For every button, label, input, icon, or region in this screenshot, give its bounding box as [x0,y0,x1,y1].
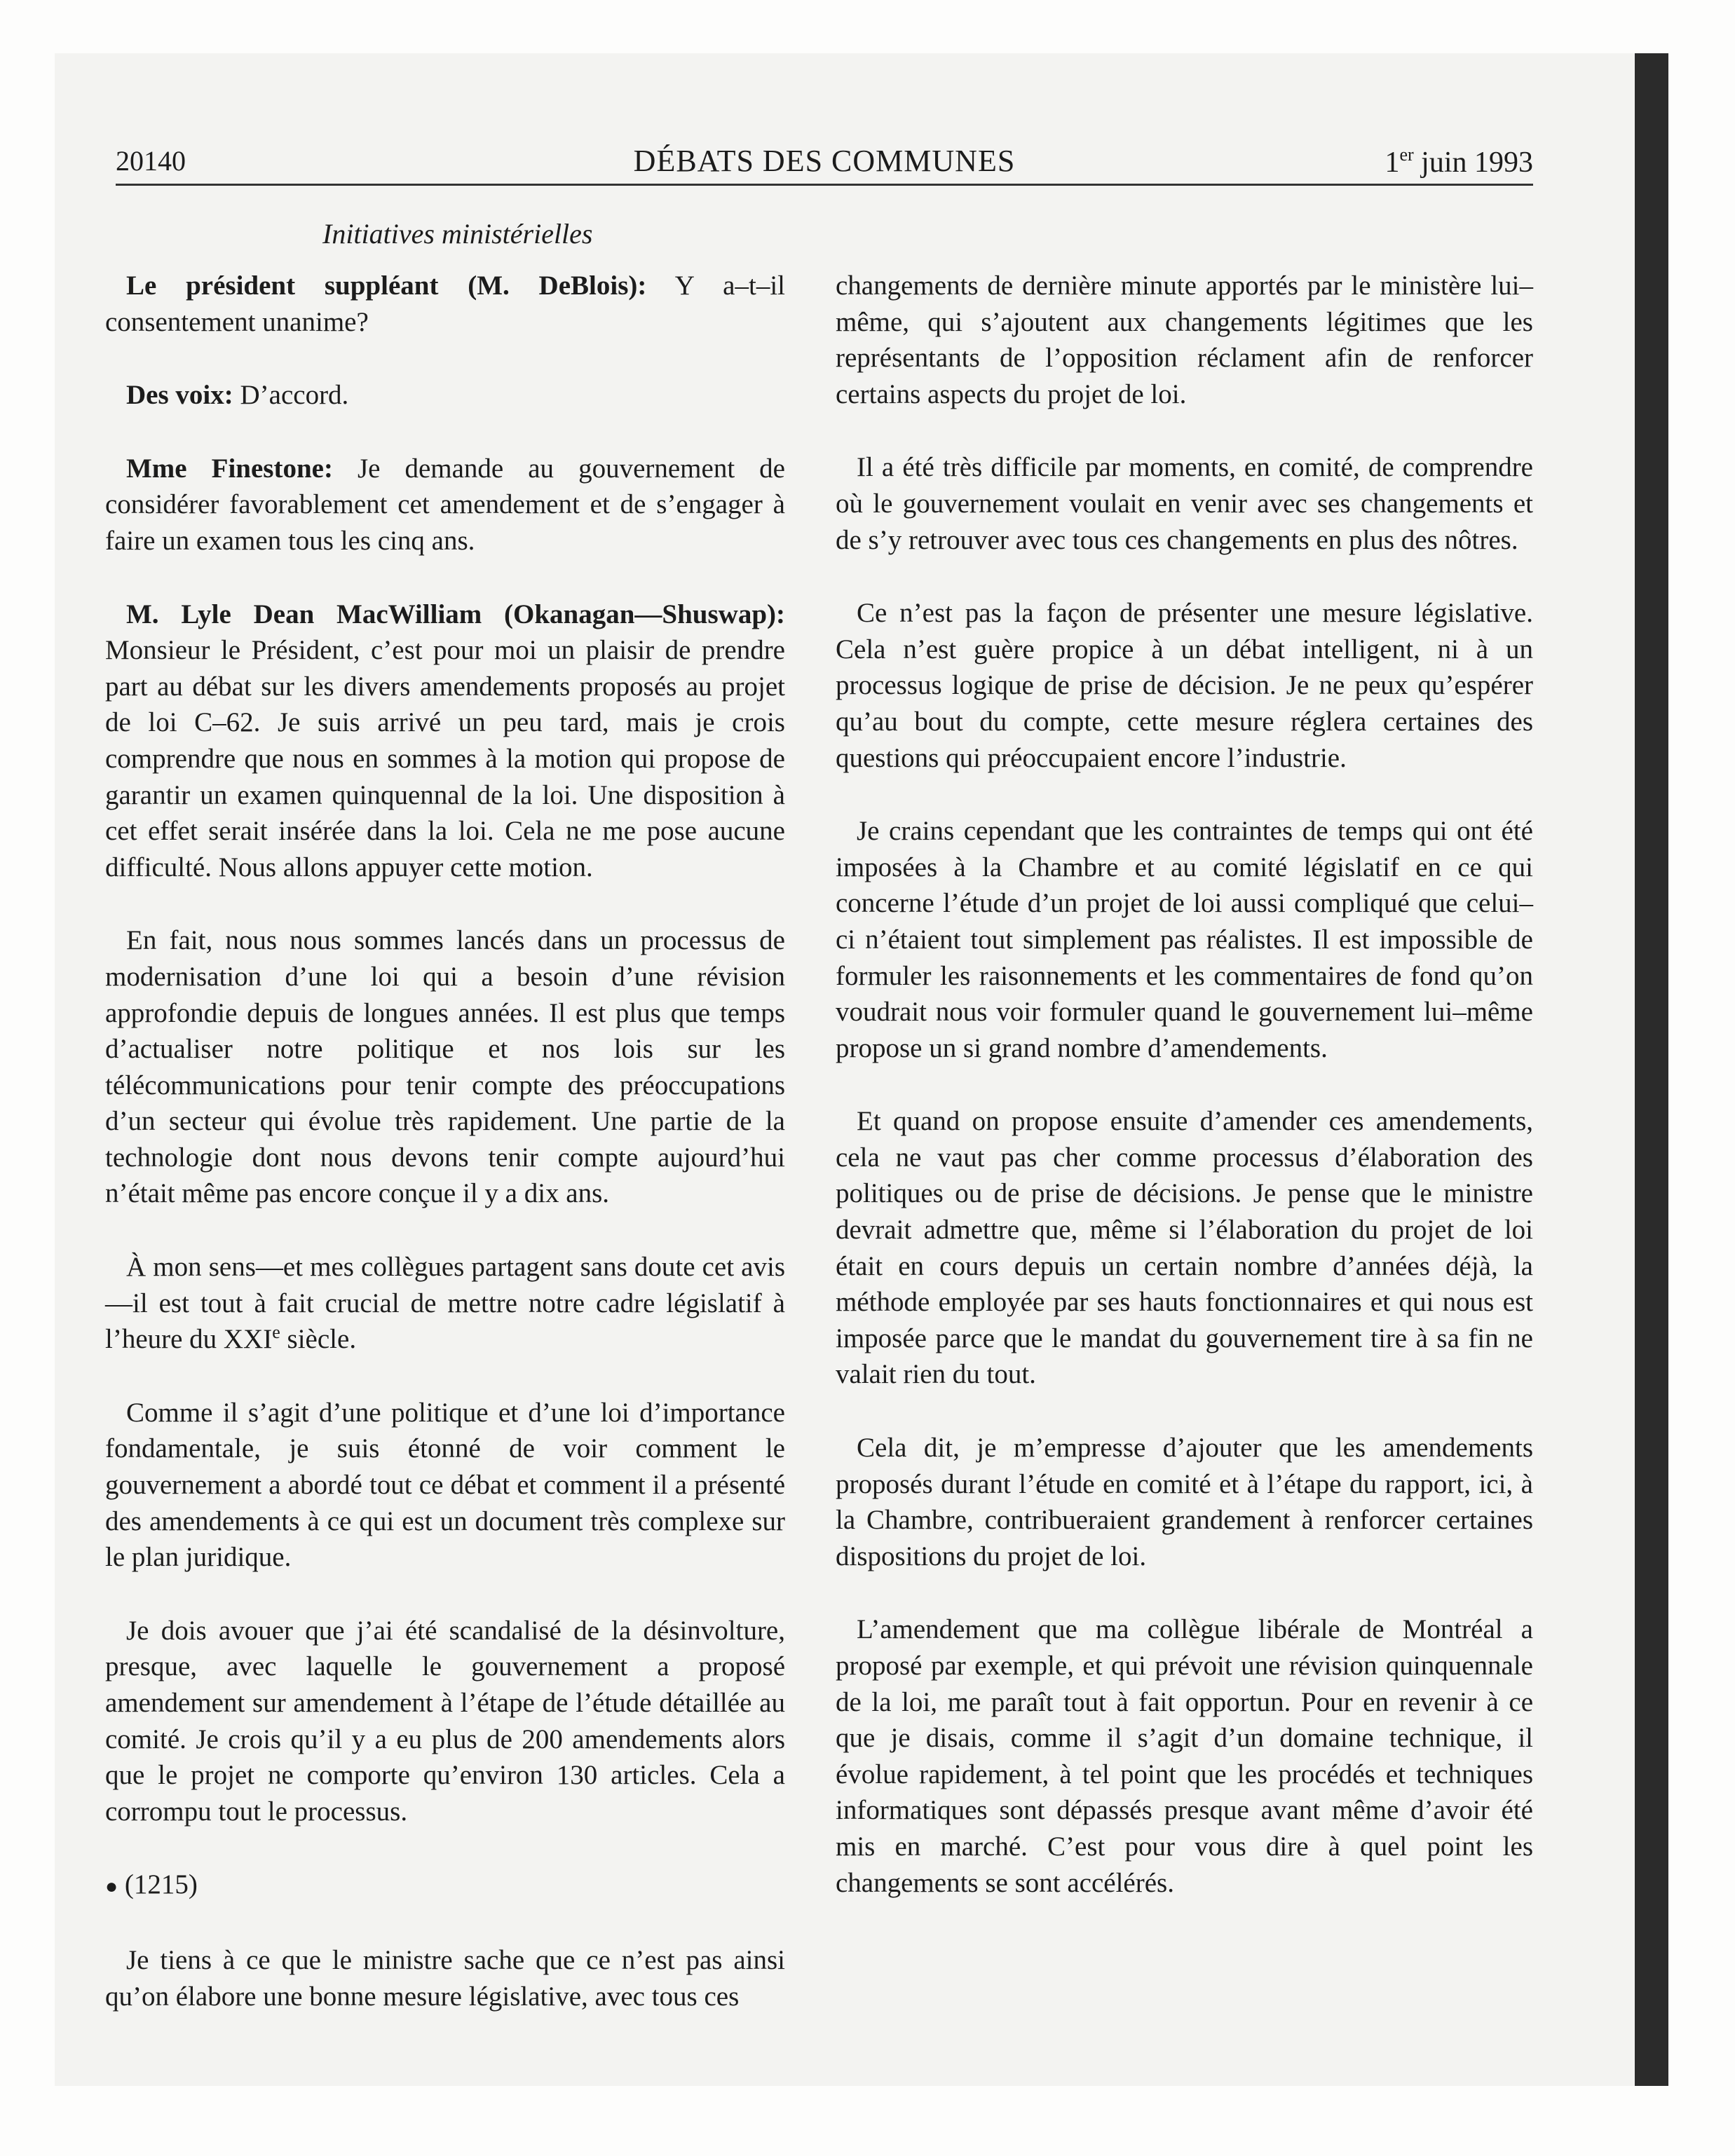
speech-text: siècle. [280,1324,357,1355]
speech-text: Y a–t–il consentement unanime? [105,271,785,337]
paragraph [105,377,785,414]
speech-text: Monsieur le Président, c’est pour moi un plaisir de prendre part au débat sur les divers amendements proposés au projet de loi C–62. Je suis arrivé un peu tard, mais je crois comprendre que nous en sommes à la motion qui propose de garantir un examen quinquennal de la loi. Une disposition à cet effet serait insérée dans la loi. Cela ne me pose aucune difficulté. Nous allons appuyer cette motion. [105,635,785,882]
paragraph: Il a été très difficile par moments, en comité, de comprendre où le gouvernement voulait en venir avec ses changements et de s’y retrouver avec tous ces changements en plus des nôtres. [836,452,1533,555]
paragraph: Cela dit, je m’empresse d’ajouter que les amendements proposés durant l’étude en comité et à l’étape du rapport, ici, à la Chambre, contribueraient grandement à renforcer certaines dispositions du projet de loi. [836,1433,1533,1571]
paragraph: L’amendement que ma collègue libérale de Montréal a proposé par exemple, et qui prévoit une révision quinquennale de la loi, me paraît tout à fait opportun. Pour en revenir à ce que je disais, comme il s’agit d’un domaine technique, il évolue rapidement, à tel point que les procédés et techniques informatiques sont dépassés presque avant même d’avoir été mis en marché. C’est pour vous dire à quel point les changements se sont accélérés. [836,1614,1533,1898]
paragraph: Comme il s’agit d’une politique et d’une loi d’importance fondamentale, je suis étonné de voir comment le gouvernement a abordé tout ce débat et comment il a présenté des amendements à ce qui est un document très complexe sur le plan juridique. [105,1397,785,1573]
paragraph [105,1249,785,1358]
paragraph [105,451,785,559]
speech-text: Je demande au gouvernement de considérer favorablement cet amendement et de s’engager à faire un examen tous les cinq ans. [105,453,785,556]
paragraph: Je crains cependant que les contraintes de temps qui ont été imposées à la Chambre et au comité législatif en ce qui concerne l’étude d’un projet de loi aussi compliqué que celui–ci n’étaient tout simplement pas réalistes. Il est impossible de formuler les raisonnements et les commentaires de fond qu’on voudrait nous voir formuler quand le gouvernement lui–même propose un si grand nombre d’amendements. [836,816,1533,1063]
date-rest: juin 1993 [1413,146,1533,179]
speech-text: À mon sens—et mes collègues partagent sans doute cet avis—il est tout à fait crucial de mettre notre cadre législatif à l’heure du XXI [105,1252,785,1355]
superscript: e [272,1322,280,1343]
paragraph: Je dois avouer que j’ai été scandalisé de la désinvolture, presque, avec laquelle le gouvernement a proposé amendement sur amendement à l’étape de l’étude détaillée au comité. Je crois qu’il y a eu plus de 200 amendements alors que le projet ne comporte qu’environ 130 articles. Cela a corrompu tout le processus. [105,1615,785,1827]
right-column [836,268,1533,1938]
paragraph: Et quand on propose ensuite d’amender ces amendements, cela ne vaut pas cher comme processus d’élaboration des politiques ou de prise de décisions. Je pense que le ministre devrait admettre que, même si l’élaboration du projet de loi était en cours depuis un certain nombre d’années déjà, la méthode employée par ses hauts fonctionnaires et qui nous est imposée parce que le mandat du gouvernement tire à sa fin ne valait rien du tout. [836,1106,1533,1390]
paragraph: En fait, nous nous sommes lancés dans un processus de modernisation d’une loi qui a besoin d’une révision approfondie depuis de longues années. Il est plus que temps d’actualiser notre politique et nos lois sur les télécommunications pour tenir compte des préoccupations d’un secteur qui évolue très rapidement. Une partie de la technologie dont nous devons tenir compte aujourd’hui n’était même pas encore conçue il y a dix ans. [105,925,785,1209]
publication-date [1384,146,1533,179]
paragraph [105,596,785,886]
paragraph: changements de dernière minute apportés par le ministère lui–même, qui s’ajoutent aux changements légitimes que les représentants de l’opposition réclament afin de renforcer certains aspects du projet de loi. [836,271,1533,409]
paragraph: Je tiens à ce que le ministre sache que ce n’est pas ainsi qu’on élabore une bonne mesure législative, avec tous ces [105,1944,785,2012]
time-marker [105,1867,785,1905]
page-number: 20140 [116,145,186,177]
paragraph: Ce n’est pas la façon de présenter une mesure législative. Cela n’est guère propice à un débat intelligent, ni à un processus logique de prise de décision. Je ne peux qu’espérer qu’au bout du compte, cette mesure réglera certaines des questions qui préoccupaient encore l’industrie. [836,598,1533,773]
speaker-name: Mme Finestone: [126,453,333,484]
time-marker-text: (1215) [124,1869,198,1900]
section-title: Initiatives ministérielles [322,218,593,250]
date-day: 1 [1384,146,1400,179]
speaker-name: M. Lyle Dean MacWilliam (Okanagan—Shuswap): [126,599,785,629]
page-header [116,140,1533,189]
publication-title: DÉBATS DES COMMUNES [633,144,1016,178]
date-superscript: er [1399,144,1414,165]
left-column [105,268,785,2052]
scan-margin [0,0,1735,53]
bullet-icon: ● [105,1875,118,1899]
speaker-name: Des voix: [126,380,233,411]
speaker-name: Le président suppléant (M. DeBlois): [126,271,647,301]
header-rule [116,184,1533,186]
speech-text: D’accord. [233,380,349,411]
paragraph [105,268,785,340]
scan-binding-edge [1635,53,1668,2086]
